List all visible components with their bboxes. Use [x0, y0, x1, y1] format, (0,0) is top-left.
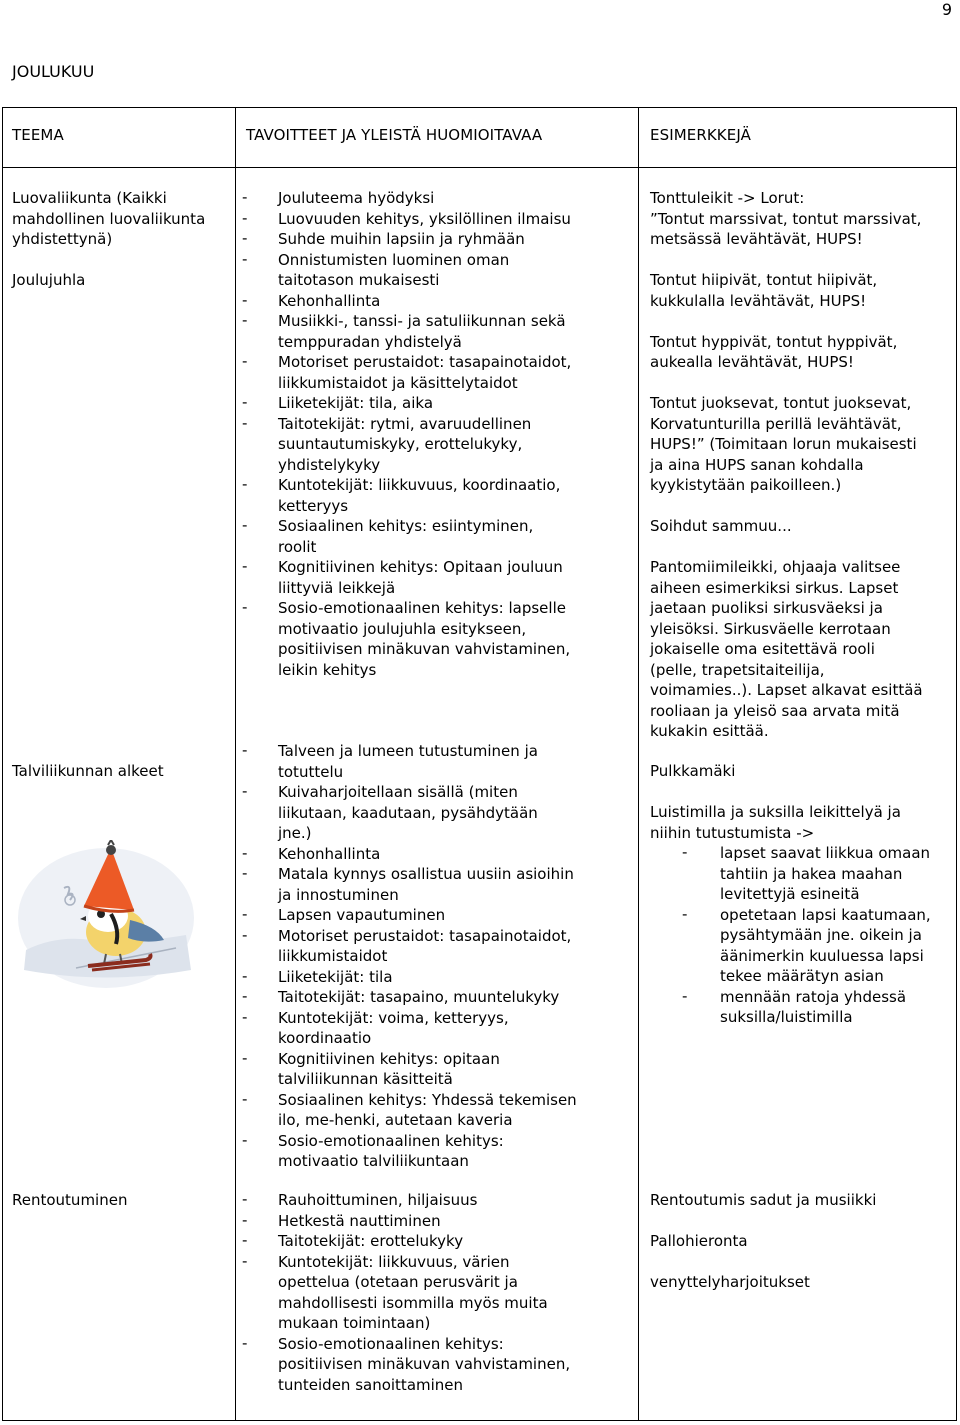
- list-item: [240, 741, 577, 782]
- list-bullet: -: [242, 741, 248, 759]
- list-item-text: suuntautumiskyky, erottelukyky,: [278, 435, 523, 453]
- list-item-text: tekee määrätyn asian: [720, 967, 884, 985]
- list-item: [240, 598, 571, 680]
- list-item-text: Jouluteema hyödyksi: [278, 189, 435, 207]
- header-examples: ESIMERKKEJÄ: [650, 126, 751, 144]
- example-text: Rentoutumis sadut ja musiikki: [650, 1191, 877, 1209]
- list-bullet: -: [242, 1007, 248, 1026]
- header-divider: [2, 167, 957, 168]
- theme-text: yhdistettynä): [12, 230, 113, 248]
- list-item-text: mennään ratoja yhdessä: [720, 987, 907, 1006]
- list-item-text: Onnistumisten luominen oman: [278, 250, 510, 269]
- example-text: [650, 311, 923, 332]
- list-item-text: Motoriset perustaidot: tasapainotaidot,: [278, 353, 572, 371]
- list-bullet: -: [242, 1251, 248, 1270]
- list-bullet: -: [682, 904, 688, 923]
- example-text: ”Tontut marssivat, tontut marssivat,: [650, 209, 922, 228]
- theme-text: Rentoutuminen: [12, 1191, 128, 1209]
- list-item: [240, 250, 571, 291]
- list-item: [680, 843, 931, 905]
- list-item-text: Sosiaalinen kehitys: Yhdessä tekemisen: [278, 1090, 577, 1109]
- list-bullet: -: [242, 843, 248, 862]
- list-item-text: tunteiden sanoittaminen: [278, 1375, 464, 1394]
- example-text: Pallohieronta: [650, 1232, 748, 1250]
- list-bullet: -: [242, 516, 248, 534]
- theme-text: [12, 250, 205, 271]
- list-item: [240, 1190, 570, 1211]
- list-item-text: Talveen ja lumeen tutustuminen ja: [278, 742, 538, 760]
- list-item: [240, 1334, 570, 1396]
- list-item-text: ja innostuminen: [278, 885, 399, 904]
- list-item-text: Taitotekijät: tasapaino, muuntelukyky: [278, 988, 560, 1006]
- example-text: kyykistytään paikoilleen.): [650, 476, 842, 494]
- list-item-text: tahtiin ja hakea maahan: [720, 864, 903, 883]
- list-item-text: mahdollisesti isommilla myös muita: [278, 1293, 548, 1312]
- list-item-text: Liiketekijät: tila: [278, 967, 393, 986]
- list-item-text: Kognitiivinen kehitys: opitaan: [278, 1049, 500, 1068]
- example-text: voimamies..). Lapset alkavat esittää: [650, 681, 923, 699]
- list-item-text: Kuivaharjoitellaan sisällä (miten: [278, 783, 518, 801]
- list-bullet: -: [242, 1190, 248, 1208]
- example-text: Pantomiimileikki, ohjaaja valitsee: [650, 558, 901, 576]
- list-item-text: Sosio-emotionaalinen kehitys:: [278, 1131, 504, 1150]
- list-bullet: -: [242, 393, 248, 411]
- example-text: [650, 373, 923, 394]
- list-item: [680, 905, 931, 987]
- list-item: [240, 229, 571, 250]
- example-text: jokaiselle oma esitettävä rooli: [650, 640, 875, 658]
- list-item: [240, 782, 577, 844]
- list-item-text: Matala kynnys osallistua uusiin asioihin: [278, 865, 574, 883]
- list-item-text: Sosio-emotionaalinen kehitys:: [278, 1334, 504, 1353]
- page-number: 9: [941, 0, 952, 19]
- list-item-text: talviliikunnan käsitteitä: [278, 1070, 453, 1088]
- list-item: [240, 209, 571, 230]
- list-bullet: -: [242, 966, 248, 985]
- row-examples-cell: [650, 761, 931, 1028]
- list-bullet: -: [242, 290, 248, 309]
- list-item: [680, 987, 931, 1028]
- list-item: [240, 987, 577, 1008]
- list-bullet: -: [242, 229, 248, 247]
- example-text: [650, 1211, 876, 1232]
- row-theme-cell: [12, 761, 164, 782]
- list-item-text: opettelua (otetaan perusvärit ja: [278, 1273, 518, 1291]
- list-item-text: totuttelu: [278, 762, 344, 781]
- example-text: ja aina HUPS sanan kohdalla: [650, 455, 864, 474]
- list-bullet: -: [242, 987, 248, 1005]
- list-bullet: -: [242, 208, 248, 227]
- list-item: [240, 352, 571, 393]
- header-goals: TAVOITTEET JA YLEISTÄ HUOMIOITAVAA: [246, 126, 543, 144]
- list-item-text: taitotason mukaisesti: [278, 271, 440, 289]
- example-text: aiheen esimerkiksi sirkus. Lapset: [650, 578, 899, 597]
- example-text: yleisöksi. Sirkusväelle kerrotaan: [650, 619, 891, 638]
- theme-text: Joulujuhla: [12, 271, 86, 289]
- list-item: [240, 311, 571, 352]
- row-theme-cell: [12, 188, 205, 291]
- list-bullet: -: [242, 1048, 248, 1067]
- list-item: [240, 516, 571, 557]
- list-item-text: Kuntotekijät: liikkuvuus, värien: [278, 1252, 510, 1271]
- list-item: [240, 414, 571, 476]
- list-item-text: motivaatio joulujuhla esitykseen,: [278, 619, 527, 638]
- list-item: [240, 1211, 570, 1232]
- list-bullet: -: [242, 1231, 248, 1249]
- row-examples-cell: [650, 188, 923, 742]
- list-item: [240, 905, 577, 926]
- example-text: jaetaan puoliksi sirkusväeksi ja: [650, 599, 883, 617]
- list-bullet: -: [242, 1210, 248, 1229]
- list-bullet: -: [242, 1333, 248, 1352]
- example-text: Tonttuleikit -> Lorut:: [650, 189, 805, 207]
- list-item: [240, 557, 571, 598]
- list-item-text: ilo, me-henki, autetaan kaveria: [278, 1111, 513, 1129]
- list-item: [240, 393, 571, 414]
- column-divider: [235, 107, 236, 1421]
- list-item: [240, 967, 577, 988]
- list-item-text: Kognitiivinen kehitys: Opitaan jouluun: [278, 558, 563, 576]
- list-bullet: -: [242, 905, 248, 923]
- example-text: HUPS!” (Toimitaan lorun mukaisesti: [650, 435, 917, 453]
- list-item-text: positiivisen minäkuvan vahvistaminen,: [278, 640, 571, 658]
- list-item-text: Liiketekijät: tila, aika: [278, 394, 434, 412]
- list-item: [240, 926, 577, 967]
- list-item-text: positiivisen minäkuvan vahvistaminen,: [278, 1355, 571, 1373]
- list-item-text: ketteryys: [278, 496, 349, 515]
- list-bullet: -: [242, 598, 248, 616]
- theme-text: mahdollinen luovaliikunta: [12, 209, 206, 228]
- list-item-text: liittyviä leikkejä: [278, 578, 396, 597]
- bird-illustration: [16, 840, 196, 990]
- example-text: [650, 250, 923, 271]
- example-text: [650, 1252, 876, 1273]
- example-text: [650, 537, 923, 558]
- list-item: [240, 1231, 570, 1252]
- list-bullet: -: [242, 925, 248, 944]
- list-item-text: äänimerkin kuuluessa lapsi: [720, 946, 924, 965]
- list-item-text: jne.): [278, 824, 312, 842]
- theme-text: Luovaliikunta (Kaikki: [12, 189, 167, 207]
- list-item-text: Taitotekijät: erottelukyky: [278, 1232, 464, 1250]
- list-item: [240, 844, 577, 865]
- row-goals-cell: [240, 188, 571, 680]
- example-text: Soihdut sammuu...: [650, 517, 792, 535]
- example-text: [650, 782, 931, 803]
- column-divider: [638, 107, 639, 1421]
- example-text: Tontut hiipivät, tontut hiipivät,: [650, 271, 878, 289]
- row-examples-cell: [650, 1190, 876, 1293]
- list-item: [240, 1131, 577, 1172]
- list-item-text: Kuntotekijät: liikkuvuus, koordinaatio,: [278, 476, 561, 494]
- list-item-text: suksilla/luistimilla: [720, 1008, 853, 1026]
- list-item-text: mukaan toimintaan): [278, 1314, 431, 1332]
- example-text: aukealla levähtävät, HUPS!: [650, 353, 854, 371]
- list-item: [240, 864, 577, 905]
- example-text: kukkulalla levähtävät, HUPS!: [650, 291, 867, 310]
- list-bullet: -: [242, 864, 248, 882]
- example-text: Tontut hyppivät, tontut hyppivät,: [650, 332, 898, 351]
- list-bullet: -: [682, 986, 688, 1005]
- example-text: Luistimilla ja suksilla leikittelyä ja: [650, 803, 901, 821]
- examples-list: [680, 843, 931, 1028]
- list-item-text: Luovuuden kehitys, yksilöllinen ilmaisu: [278, 209, 571, 228]
- list-item-text: Sosio-emotionaalinen kehitys: lapselle: [278, 599, 566, 617]
- list-item-text: opetetaan lapsi kaatumaan,: [720, 905, 931, 924]
- list-item-text: liikkumistaidot: [278, 947, 388, 965]
- list-item-text: Motoriset perustaidot: tasapainotaidot,: [278, 926, 572, 945]
- list-item-text: yhdistelykyky: [278, 455, 381, 474]
- list-item: [240, 188, 571, 209]
- row-goals-cell: [240, 1190, 570, 1395]
- list-item-text: koordinaatio: [278, 1029, 372, 1047]
- list-bullet: -: [242, 782, 248, 800]
- example-text: (pelle, trapetsitaiteilija,: [650, 660, 825, 679]
- list-bullet: -: [242, 413, 248, 432]
- list-item-text: Kuntotekijät: voima, ketteryys,: [278, 1008, 509, 1027]
- list-bullet: -: [242, 475, 248, 493]
- theme-text: Talviliikunnan alkeet: [12, 762, 164, 780]
- list-item: [240, 1252, 570, 1334]
- list-item-text: Lapsen vapautuminen: [278, 906, 446, 924]
- example-text: metsässä levähtävät, HUPS!: [650, 230, 863, 248]
- list-item-text: lapset saavat liikkua omaan: [720, 844, 931, 862]
- list-item-text: Taitotekijät: rytmi, avaruudellinen: [278, 414, 532, 433]
- list-item-text: leikin kehitys: [278, 660, 377, 679]
- list-bullet: -: [242, 311, 248, 329]
- example-text: venyttelyharjoitukset: [650, 1273, 810, 1291]
- example-text: Tontut juoksevat, tontut juoksevat,: [650, 394, 912, 412]
- list-bullet: -: [242, 188, 248, 206]
- list-bullet: -: [242, 249, 248, 268]
- list-item-text: temppuradan yhdistelyä: [278, 332, 462, 351]
- list-item-text: Kehonhallinta: [278, 291, 381, 310]
- list-item-text: Suhde muihin lapsiin ja ryhmään: [278, 230, 525, 248]
- example-text: Korvatunturilla perillä levähtävät,: [650, 414, 902, 433]
- list-item-text: motivaatio talviliikuntaan: [278, 1152, 469, 1170]
- example-text: Pulkkamäki: [650, 762, 736, 780]
- list-item: [240, 475, 571, 516]
- row-goals-cell: [240, 741, 577, 1172]
- example-text: [650, 496, 923, 517]
- row-theme-cell: [12, 1190, 127, 1211]
- list-item: [240, 1008, 577, 1049]
- example-text: kukakin esittää.: [650, 722, 769, 740]
- list-bullet: -: [682, 843, 688, 861]
- list-item-text: levitettyjä esineitä: [720, 885, 860, 903]
- list-item: [240, 1090, 577, 1131]
- example-text: niihin tutustumista ->: [650, 823, 815, 842]
- list-bullet: -: [242, 557, 248, 575]
- list-item-text: Sosiaalinen kehitys: esiintyminen,: [278, 517, 534, 535]
- list-bullet: -: [242, 1130, 248, 1149]
- list-bullet: -: [242, 1089, 248, 1108]
- list-item-text: roolit: [278, 537, 317, 556]
- list-item: [240, 1049, 577, 1090]
- list-item-text: liikkumistaidot ja käsittelytaidot: [278, 373, 518, 392]
- list-item-text: Kehonhallinta: [278, 844, 381, 863]
- list-bullet: -: [242, 352, 248, 370]
- month-title: JOULUKUU: [12, 62, 95, 81]
- list-item: [240, 291, 571, 312]
- list-item-text: Hetkestä nauttiminen: [278, 1211, 441, 1230]
- header-theme: TEEMA: [12, 126, 64, 144]
- list-item-text: Rauhoittuminen, hiljaisuus: [278, 1191, 478, 1209]
- list-item-text: Musiikki-, tanssi- ja satuliikunnan sekä: [278, 312, 566, 330]
- list-item-text: liikutaan, kaadutaan, pysähdytään: [278, 803, 538, 822]
- example-text: rooliaan ja yleisö saa arvata mitä: [650, 701, 900, 720]
- list-item-text: pysähtymään jne. oikein ja: [720, 926, 922, 944]
